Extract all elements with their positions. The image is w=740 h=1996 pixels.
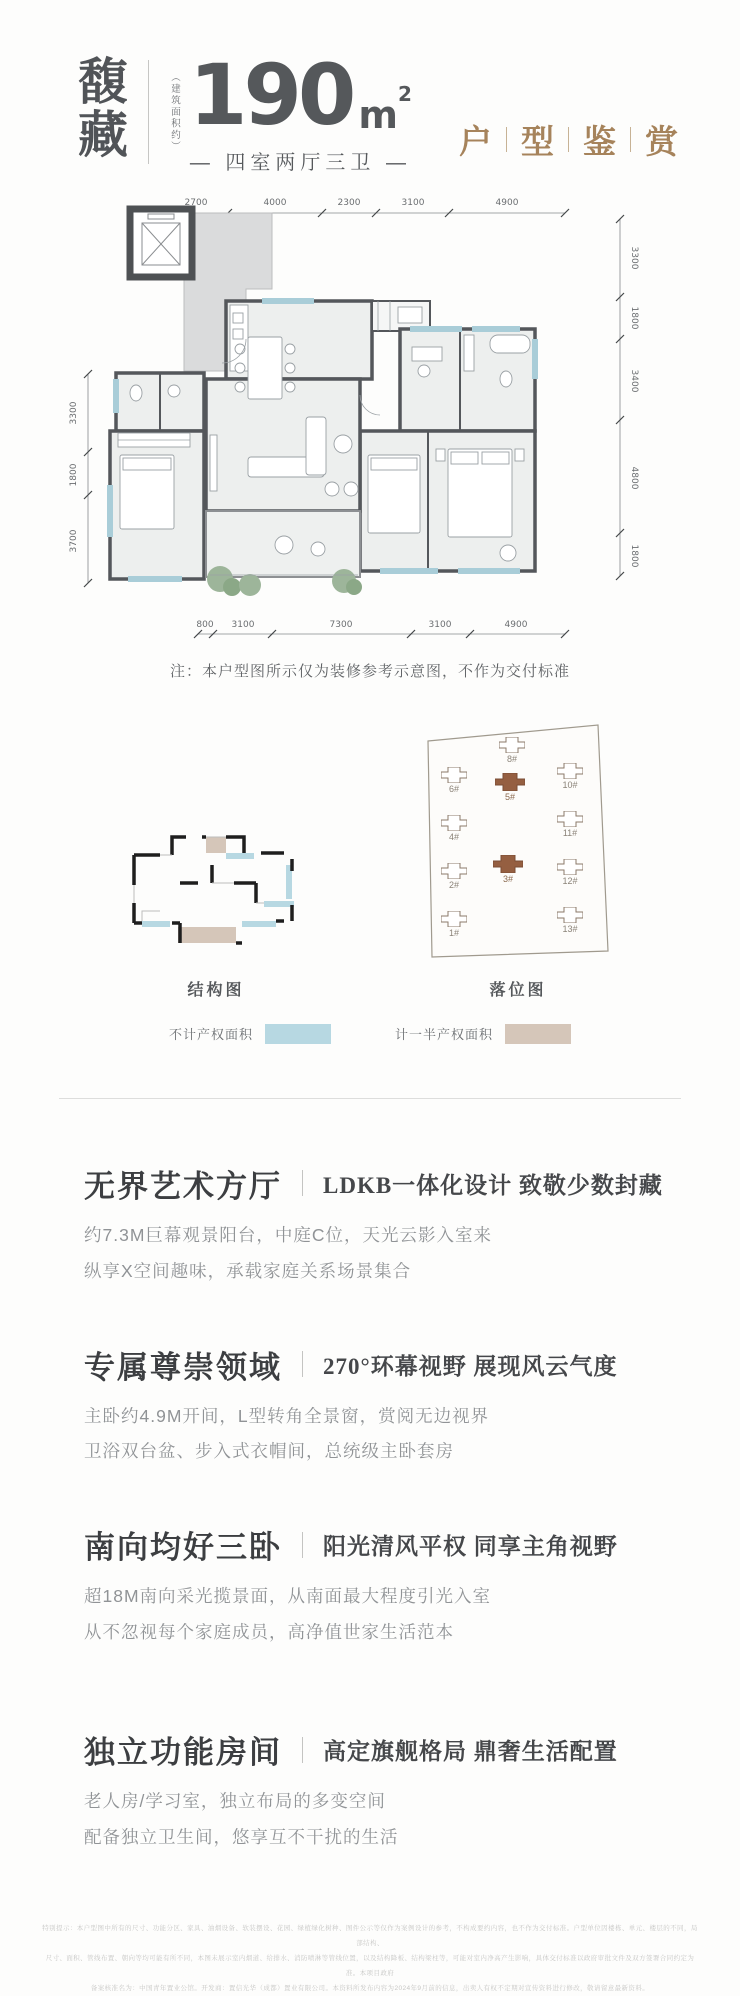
building-marker: 6# [434,767,474,794]
section-body-line: 纵享X空间趣味，承载家庭关系场景集合 [84,1260,412,1281]
building-marker: 11# [550,811,590,838]
disclaimer [0,1922,740,1996]
title-char: 型 [521,125,554,161]
feature-section-4 [84,1727,680,1856]
desk [412,347,442,361]
title-divider [302,1532,303,1558]
legend-swatch-blue [265,1024,331,1044]
dim-label: 2300 [337,197,361,208]
legend-label: 不计产权面积 [168,1027,253,1043]
dim-label: 3700 [69,529,79,553]
coffee-table [334,435,352,453]
dim-label: 3300 [629,246,639,270]
section-subtitle: 高定旗舰格局 鼎奢生活配置 [323,1739,618,1765]
section-subtitle: 阳光清风平权 同享主角视野 [323,1534,618,1560]
building-marker: 8# [492,737,532,764]
section-body-line: 卫浴双台盆、步入式衣帽间，总统级主卧套房 [84,1441,454,1462]
area-block [189,46,412,175]
brand-char: 藏 [78,107,128,163]
title-char: 赏 [645,125,678,161]
area-note-vertical: （建筑面积约） [169,72,180,153]
title-divider [302,1351,303,1377]
area-superscript: 2 [397,82,412,106]
elevator-shaft [130,209,192,277]
page-header [0,0,740,175]
dining-table [248,337,282,399]
building-marker: 4# [434,815,474,842]
section-title: 南向均好三卧 [84,1530,282,1566]
title-separator [568,127,569,152]
disclaimer-line: 备案核准名为：中国青年置业公馆。开发商：置信光华（成都）置业有限公司。本资料所发布内容为2024年9月前的信息，出卖人有权不定期对宣传资料进行修改，敬请留意最新资料。 [90,1984,650,1992]
structure-map-label: 结构图 [187,981,245,999]
building-marker: 2# [434,863,474,890]
toilet [130,385,142,401]
dim-label: 2700 [184,197,208,208]
legend-label: 计一半产权面积 [395,1027,494,1043]
dim-label: 3300 [69,401,79,425]
position-map-label: 落位图 [489,981,547,999]
position-map [412,715,624,1000]
dim-label: 3400 [629,369,639,393]
floorplan-svg [60,189,680,649]
dim-label: 3100 [231,619,255,630]
section-subtitle: LDKB一体化设计 致敬少数封藏 [323,1172,663,1198]
building-marker: 1# [434,911,474,938]
area-legend [0,1024,740,1044]
title-char: 鉴 [583,125,616,161]
section-body-line: 配备独立卫生间，悠享互不干扰的生活 [84,1826,399,1847]
header-divider [148,60,149,164]
structure-map [116,825,316,1000]
building-marker: 13# [550,907,590,934]
dim-label: 1800 [69,463,79,487]
section-body-line: 约7.3M巨幕观景阳台，中庭C位，天光云影入室来 [84,1224,493,1245]
toilet [500,371,512,387]
legend-swatch-tan [505,1024,571,1044]
floorplan-figure [60,189,680,681]
dim-label: 4900 [504,619,528,630]
dim-label: 3100 [428,619,452,630]
area-value: 190 [189,46,353,144]
disclaimer-line: 特别提示：本户型图中所有的尺寸、功能分区、家具、油烟设备、软装摆设、花园、绿植绿化树种、图件公示等仅作为案例设计的参考，不构成要约内容，也不作为交付标准。户型单位因楼栋、单元、楼层的不同，局部结构、 [42,1924,698,1947]
page-title-huxing-jianshang [459,116,678,163]
building-marker: 12# [550,859,590,886]
brand-name-vertical [78,56,128,162]
dim-label: 4000 [263,197,287,208]
tv-cabinet [210,435,217,491]
floorplan-note: 注：本户型图所示仅为装修参考示意图，不作为交付标准 [169,662,570,680]
section-title: 无界艺术方厅 [84,1168,282,1204]
dim-label: 1800 [629,544,639,568]
building-marker-highlighted: 5# [490,773,530,802]
feature-section-2 [84,1342,680,1471]
bathtub [490,335,530,353]
sink [168,385,180,397]
title-char: 户 [459,125,492,161]
section-subtitle: 270°环幕视野 展现风云气度 [323,1353,618,1379]
feature-section-1 [84,1161,680,1290]
dim-label: 3100 [401,197,425,208]
feature-sections [0,1161,740,1856]
armchair [500,545,516,561]
section-title: 独立功能房间 [84,1735,282,1771]
section-body-line: 超18M南向采光揽景面，从南面最大程度引光入室 [84,1586,492,1607]
structure-map-svg [116,825,316,963]
building-marker-highlighted: 3# [488,855,528,884]
disclaimer-line: 尺寸、面积、管线布置、朝向等均可能有所不同，本图未展示室内烟道、给排水、消防喷淋等管线位置，以及结构降板、结构梁柱等，可能对室内净高产生影响，具体交付标准以政府审批文件及双方签署合同约定为准。本项目政府 [45,1954,695,1977]
dim-label: 800 [196,619,214,630]
balcony-table [311,542,325,556]
feature-section-3 [84,1522,680,1651]
mini-maps-row [0,715,740,1000]
title-separator [506,127,507,152]
dim-label: 4800 [629,466,639,490]
dim-label: 4900 [495,197,519,208]
double-vanity [464,335,474,371]
room-layout-line: — 四室两厅三卫 — [189,151,411,174]
section-body-line: 老人房/学习室，独立布局的多变空间 [84,1791,386,1812]
dim-label: 1800 [629,306,639,330]
position-map-canvas [412,715,624,963]
section-divider [59,1098,681,1099]
balcony-chair [275,536,293,554]
legend-half-property [395,1024,571,1044]
title-divider [302,1170,303,1196]
building-marker: 10# [550,763,590,790]
section-title: 专属尊崇领域 [84,1349,282,1385]
section-body-line: 主卧约4.9M开间，L型转角全景窗，赏阅无边视界 [84,1405,490,1426]
brand-char: 馥 [78,54,128,110]
title-separator [630,127,631,152]
legend-no-property [169,1024,331,1044]
area-unit: m [358,93,398,137]
dim-label: 7300 [329,619,353,630]
section-body-line: 从不忽视每个家庭成员，高净值世家生活范本 [84,1622,454,1643]
title-divider [302,1737,303,1763]
